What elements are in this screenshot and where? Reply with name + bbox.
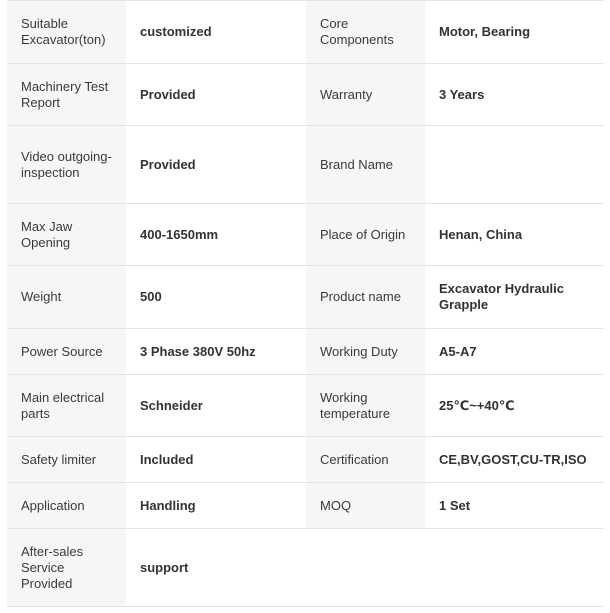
spec-value: Schneider	[126, 375, 306, 437]
spec-value: 1 Set	[425, 483, 604, 529]
spec-label: Main electrical parts	[7, 375, 126, 437]
spec-label: Application	[7, 483, 126, 529]
spec-label: Suitable Excavator(ton)	[7, 1, 126, 64]
spec-label: Product name	[306, 266, 425, 329]
spec-value: Handling	[126, 483, 306, 529]
spec-label: Working temperature	[306, 375, 425, 437]
spec-value: Provided	[126, 126, 306, 204]
spec-label: Working Duty	[306, 329, 425, 375]
spec-label: Brand Name	[306, 126, 425, 204]
table-row	[7, 204, 604, 266]
spec-label: Video outgoing-inspection	[7, 126, 126, 204]
spec-label: Machinery Test Report	[7, 64, 126, 126]
spec-label: Max Jaw Opening	[7, 204, 126, 266]
table-row	[7, 64, 604, 126]
table-row	[7, 266, 604, 329]
spec-value: 3 Years	[425, 64, 604, 126]
empty-cell	[306, 529, 604, 607]
table-row	[7, 1, 604, 64]
spec-value: Provided	[126, 64, 306, 126]
spec-value: 500	[126, 266, 306, 329]
spec-label: Place of Origin	[306, 204, 425, 266]
spec-value: 400-1650mm	[126, 204, 306, 266]
spec-value: CE,BV,GOST,CU-TR,ISO	[425, 437, 604, 483]
spec-value: Excavator Hydraulic Grapple	[425, 266, 604, 329]
product-spec-table	[7, 0, 604, 607]
spec-label: MOQ	[306, 483, 425, 529]
spec-value: support	[126, 529, 306, 607]
spec-label: Power Source	[7, 329, 126, 375]
spec-label: After-sales Service Provided	[7, 529, 126, 607]
spec-value: 3 Phase 380V 50hz	[126, 329, 306, 375]
spec-label: Safety limiter	[7, 437, 126, 483]
spec-label: Weight	[7, 266, 126, 329]
spec-value: Included	[126, 437, 306, 483]
table-row	[7, 529, 604, 607]
spec-value: Motor, Bearing	[425, 1, 604, 64]
table-row	[7, 375, 604, 437]
spec-label: Core Components	[306, 1, 425, 64]
table-row	[7, 437, 604, 483]
table-row	[7, 126, 604, 204]
spec-value: Henan, China	[425, 204, 604, 266]
table-row	[7, 483, 604, 529]
spec-label: Warranty	[306, 64, 425, 126]
spec-label: Certification	[306, 437, 425, 483]
table-row	[7, 329, 604, 375]
spec-value: 25℃~+40℃	[425, 375, 604, 437]
spec-value: A5-A7	[425, 329, 604, 375]
spec-value: customized	[126, 1, 306, 64]
spec-value	[425, 126, 604, 204]
